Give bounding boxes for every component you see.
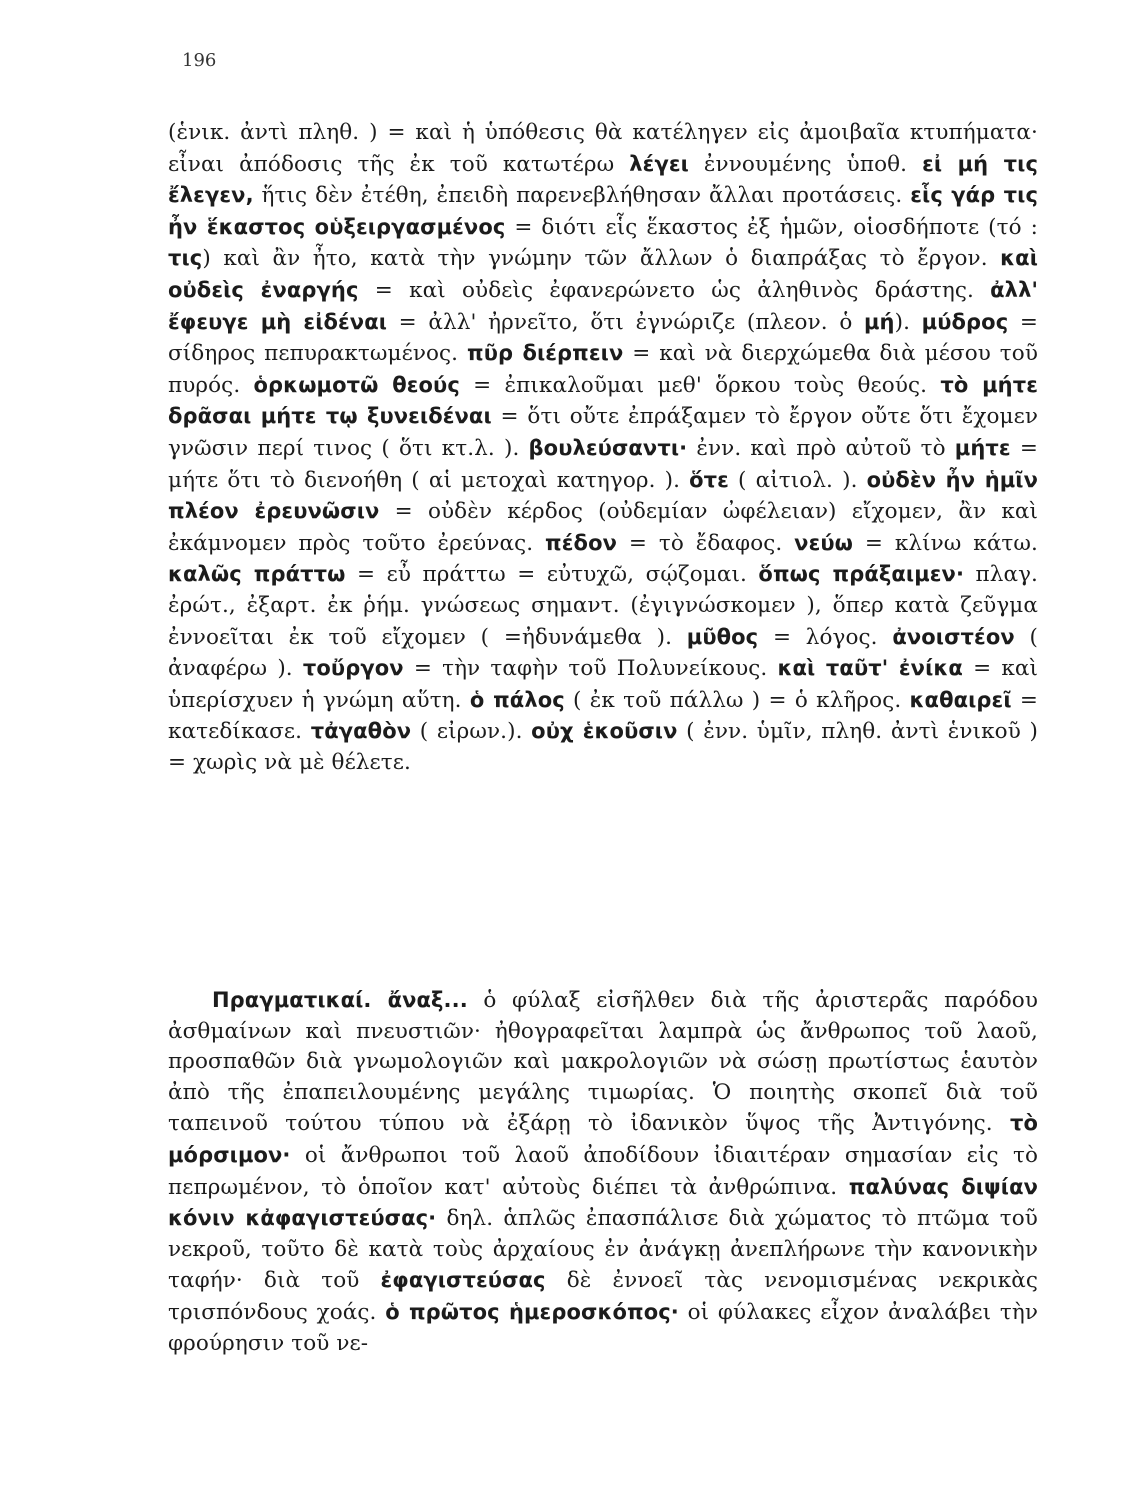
lemma-term: νεύω bbox=[794, 530, 853, 555]
gloss-text: (ἑνικ. ἀντὶ πληθ. ) = καὶ ἡ ὑπόθεσις θὰ κατέληγεν εἰς ἀμοιβαῖα κτυπήματα· εἶναι ἀπόδοσις τῆς ἐκ τοῦ κατωτέρω bbox=[168, 120, 1038, 177]
lemma-term: εἰ μή τις ἔλεγεν, bbox=[168, 151, 1038, 208]
gloss-text: πλαγ. ἐρώτ., ἐξαρτ. ἐκ ῥήμ. γνώσεως σημαντ. (ἐγιγνώσκομεν ), ὅπερ κατὰ ζεῦγμα ἐννοεῖται ἐκ τοῦ εἴχομεν ( =ἠδυνάμεθα ). bbox=[168, 562, 1038, 650]
lemma-term: καὶ οὐδεὶς ἐναργής bbox=[168, 246, 1038, 302]
gloss-text: ( αἰτιολ. ). bbox=[728, 467, 867, 493]
lemma-term: μύδρος bbox=[921, 309, 1009, 334]
gloss-text: = καὶ νὰ διερχώμεθα διὰ μέσου τοῦ πυρός. bbox=[168, 341, 1038, 398]
lemma-term: ἐφαγιστεύσας bbox=[380, 1268, 546, 1293]
lemma-term: ὅπως πράξαιμεν· bbox=[758, 562, 965, 587]
lemma-term: ὁρκωμοτῶ θεούς bbox=[253, 372, 460, 397]
lemma-term: τὸ μήτε δρᾶσαι μήτε τῳ ξυνειδέναι bbox=[168, 372, 1038, 429]
gloss-text: = τὴν ταφὴν τοῦ Πολυνείκους. bbox=[403, 656, 778, 682]
gloss-text: ( ἀναφέρω ). bbox=[168, 624, 1038, 682]
lemma-term: Πραγματικαί. ἄναξ... bbox=[212, 988, 468, 1012]
commentary-paragraph bbox=[168, 118, 1038, 778]
gloss-text: = ἐπικαλοῦμαι μεθ' ὅρκου τοὺς θεούς. bbox=[459, 372, 941, 398]
gloss-text: = σίδηρος πεπυρακτωμένος. bbox=[168, 309, 1038, 367]
gloss-text: ἐνν. καὶ πρὸ αὐτοῦ τὸ bbox=[687, 435, 955, 461]
lemma-term: ὁ πάλος bbox=[469, 687, 565, 712]
page-number: 196 bbox=[182, 50, 217, 71]
lemma-term: πῦρ διέρπειν bbox=[466, 341, 624, 366]
gloss-text: ἥτις δὲν ἐτέθη, ἐπειδὴ παρενεβλήθησαν ἄλλαι προτάσεις. bbox=[253, 183, 911, 209]
gloss-text: = ὅτι οὔτε ἐπράξαμεν τὸ ἔργον οὔτε ὅτι ἔχομεν γνῶσιν περί τινος ( ὅτι κτ.λ. ). bbox=[168, 404, 1038, 461]
gloss-text: = λόγος. bbox=[758, 624, 893, 650]
gloss-text: = κλίνω κάτω. bbox=[853, 530, 1038, 556]
lemma-term: ὅτε bbox=[689, 467, 729, 492]
lemma-term: μήτε bbox=[954, 435, 1011, 460]
gloss-text: ( εἰρων.). bbox=[411, 719, 532, 745]
gloss-text: = οὐδὲν κέρδος (οὐδεμίαν ὠφέλειαν) εἴχομεν, ἂν καὶ ἐκάμνομεν πρὸς τοῦτο ἐρεύνας. bbox=[168, 499, 1039, 556]
lemma-term: βουλεύσαντι· bbox=[528, 435, 688, 460]
lemma-term: τἀγαθὸν bbox=[310, 719, 412, 744]
lemma-term: λέγει bbox=[629, 151, 689, 176]
lemma-term: ἀλλ' ἔφευγε μὴ εἰδέναι bbox=[168, 277, 1038, 334]
gloss-text: ὁ φύλαξ εἰσῆλθεν διὰ τῆς ἀριστερᾶς παρόδου ἀσθμαίνων καὶ πνευστιῶν· ἠθογραφεῖται λαμπρὰ ὡς ἄνθρωπος τοῦ λαοῦ, προσπαθῶν διὰ γνωμολογιῶν καὶ μακρολογιῶν νὰ σώσῃ πρωτίστως ἑαυτὸν ἀπὸ τῆς ἐπαπειλουμένης μεγάλης τιμωρίας. Ὁ ποιητὴς σκοπεῖ διὰ τοῦ ταπεινοῦ τούτου τύπου νὰ ἐξάρῃ τὸ ἰδανικὸν ὕψος τῆς Ἀντιγόνης. bbox=[168, 988, 1038, 1137]
lemma-term: τις bbox=[168, 246, 203, 271]
gloss-text: = μήτε ὅτι τὸ διενοήθη ( αἱ μετοχαὶ κατηγορ. ). bbox=[168, 435, 1038, 493]
gloss-text: = τὸ ἔδαφος. bbox=[617, 530, 795, 556]
lemma-term: καλῶς πράττω bbox=[168, 562, 346, 587]
lemma-term: τὸ μόρσιμον· bbox=[168, 1111, 1038, 1167]
lemma-term: οὐδὲν ἦν ἡμῖν πλέον ἐρευνῶσιν bbox=[168, 467, 1038, 524]
gloss-text: = κατεδίκασε. bbox=[168, 687, 1038, 745]
gloss-text: οἱ φύλακες εἶχον ἀναλάβει τὴν φρούρησιν τοῦ νε- bbox=[168, 1299, 1038, 1356]
gloss-text: ( ἐκ τοῦ πάλλω ) = ὁ κλῆρος. bbox=[564, 687, 910, 713]
lemma-term: μή bbox=[864, 309, 895, 334]
lemma-term: παλύνας διψίαν κόνιν κἀφαγιστεύσας· bbox=[168, 1174, 1038, 1231]
lemma-term: τοὔργον bbox=[302, 656, 404, 681]
gloss-text: δηλ. ἁπλῶς ἐπασπάλισε διὰ χώματος τὸ πτῶμα τοῦ νεκροῦ, τοῦτο δὲ κατὰ τοὺς ἀρχαίους ἐν ἀνάγκῃ ἀνεπλήρωνε τὴν κανονικὴν ταφήν· διὰ τοῦ bbox=[168, 1206, 1038, 1294]
gloss-text: δὲ ἐννοεῖ τὰς νενομισμένας νεκρικὰς τρισπόνδους χοάς. bbox=[168, 1268, 1039, 1325]
gloss-text: = διότι εἷς ἕκαστος ἐξ ἡμῶν, οἱοσδήποτε (τό : bbox=[505, 214, 1038, 240]
lemma-term: εἷς γάρ τις ἦν ἕκαστος οὑξειργασμένος bbox=[168, 183, 1038, 239]
gloss-text: ( ἐνν. ὑμῖν, πληθ. ἀντὶ ἑνικοῦ ) = χωρὶς νὰ μὲ θέλετε. bbox=[168, 719, 1038, 775]
gloss-text: = καὶ οὐδεὶς ἐφανερώνετο ὡς ἀληθινὸς δράστης. bbox=[358, 277, 991, 303]
gloss-text: ). bbox=[894, 309, 922, 335]
gloss-text: οἱ ἄνθρωποι τοῦ λαοῦ ἀποδίδουν ἰδιαιτέραν σημασίαν εἰς τὸ πεπρωμένον, τὸ ὁποῖον κατ' αὐτοὺς διέπει τὰ ἀνθρώπινα. bbox=[168, 1142, 1038, 1200]
lemma-term: ὁ πρῶτος ἡμεροσκόπος· bbox=[385, 1299, 679, 1324]
lemma-term: μῦθος bbox=[686, 624, 759, 649]
lemma-term: καὶ ταῦτ' ἐνίκα bbox=[777, 656, 963, 681]
gloss-text: = ἀλλ' ἠρνεῖτο, ὅτι ἐγνώριζε (πλεον. ὁ bbox=[387, 309, 864, 335]
lemma-term: ἀνοιστέον bbox=[892, 624, 1015, 649]
gloss-text: ἐννουμένης ὑποθ. bbox=[688, 151, 923, 177]
lemma-term: οὐχ ἑκοῦσιν bbox=[531, 719, 678, 744]
lemma-term: πέδον bbox=[545, 530, 618, 555]
gloss-text: ) καὶ ἂν ἦτο, κατὰ τὴν γνώμην τῶν ἄλλων ὁ διαπράξας τὸ ἔργον. bbox=[202, 246, 1001, 272]
gloss-text: = εὖ πράττω = εὐτυχῶ, σῴζομαι. bbox=[345, 562, 759, 588]
commentary-paragraph bbox=[168, 985, 1038, 1359]
lemma-term: καθαιρεῖ bbox=[909, 687, 1012, 712]
gloss-text: = καὶ ὑπερίσχυεν ἡ γνώμη αὕτη. bbox=[168, 656, 1039, 713]
